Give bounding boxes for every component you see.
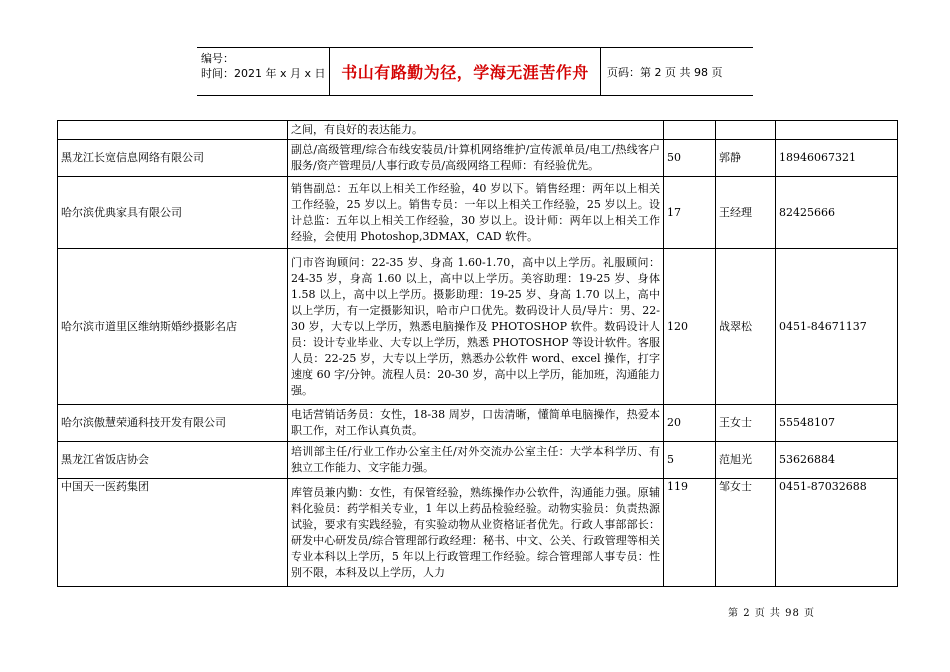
table-row xyxy=(58,249,898,405)
company-cell: 哈尔滨市道里区维纳斯婚纱摄影名店 xyxy=(58,249,288,405)
count-cell: 120 xyxy=(664,249,716,405)
phone-cell: 55548107 xyxy=(776,405,898,442)
count-cell: 17 xyxy=(664,177,716,249)
requirements-cell: 之间，有良好的表达能力。 xyxy=(288,121,664,140)
contact-cell: 王经理 xyxy=(716,177,776,249)
phone-cell: 0451-87032688 xyxy=(776,479,898,587)
company-cell: 黑龙江长宽信息网络有限公司 xyxy=(58,140,288,177)
company-cell: 哈尔滨傲慧荣通科技开发有限公司 xyxy=(58,405,288,442)
table-row xyxy=(58,177,898,249)
motto-title: 书山有路勤为径，学海无涯苦作舟 xyxy=(330,48,601,95)
count-cell: 5 xyxy=(664,442,716,479)
number-label: 编号： xyxy=(201,52,234,65)
requirements-cell: 销售副总：五年以上相关工作经验，40 岁以下。销售经理：两年以上相关工作经验，25 岁以上。销售专员：一年以上相关工作经验，25 岁以上。设计总监：五年以上相关工作经验，30 岁以上。设计师：两年以上相关工作经验，会使用 Photoshop,3DMAX，CAD 软件。 xyxy=(288,177,664,249)
count-cell: 50 xyxy=(664,140,716,177)
company-cell: 黑龙江省饭店协会 xyxy=(58,442,288,479)
table-row xyxy=(58,140,898,177)
phone-cell: 53626884 xyxy=(776,442,898,479)
phone-cell: 18946067321 xyxy=(776,140,898,177)
page-header xyxy=(197,47,753,96)
count-cell xyxy=(664,121,716,140)
table-row xyxy=(58,121,898,140)
requirements-cell: 库管员兼内勤：女性，有保管经验，熟练操作办公软件，沟通能力强。原辅料化验员：药学相关专业，1 年以上药品检验经验。动物实验员：负责热源试验，要求有实践经验，有实验动物从业资格证者优先。行政人事部部长：研发中心研发员/综合管理部行政经理：秘书、中文、公关、行政管理等相关专业本科以上学历，5 年以上行政管理工作经验。综合管理部人事专员：性别不限，本科及以上学历，人力 xyxy=(288,479,664,587)
company-cell xyxy=(58,121,288,140)
header-meta xyxy=(197,48,330,95)
phone-cell: 82425666 xyxy=(776,177,898,249)
header-page-info: 页码：第 2 页 共 98 页 xyxy=(607,65,723,79)
requirements-cell: 电话营销话务员：女性，18-38 周岁，口齿清晰，懂简单电脑操作，热爱本职工作，对工作认真负责。 xyxy=(288,405,664,442)
contact-cell xyxy=(716,121,776,140)
job-listing-table xyxy=(57,120,898,587)
page-footer: 第 2 页 共 98 页 xyxy=(728,608,815,619)
table-row xyxy=(58,405,898,442)
company-cell: 中国天一医药集团 xyxy=(58,479,288,587)
requirements-cell: 培训部主任/行业工作办公室主任/对外交流办公室主任：大学本科学历、有独立工作能力、文字能力强。 xyxy=(288,442,664,479)
requirements-cell: 副总/高级管理/综合布线安装员/计算机网络维护/宣传派单员/电工/热线客户服务/资产管理员/人事行政专员/高级网络工程师：有经验优先。 xyxy=(288,140,664,177)
contact-cell: 战翠松 xyxy=(716,249,776,405)
phone-cell xyxy=(776,121,898,140)
time-text: 时间：2021 年 x 月 x 日 xyxy=(201,67,326,80)
company-cell: 哈尔滨优典家具有限公司 xyxy=(58,177,288,249)
phone-cell: 0451-84671137 xyxy=(776,249,898,405)
requirements-cell: 门市咨询顾问：22-35 岁、身高 1.60-1.70，高中以上学历。礼服顾问：24-35 岁，身高 1.60 以上，高中以上学历。美容助理：19-25 岁、身体 1.58 以上，高中以上学历。摄影助理：19-25 岁、身高 1.70 以上，高中以上学历，有一定摄影知识，哈市户口优先。数码设计人员/导片：男、22-30 岁，大专以上学历，熟悉电脑操作及 PHOTOSHOP 软件。数码设计人员：设计专业毕业、大专以上学历，熟悉 PHOTOSHOP 等设计软件。客服人员：22-25 岁，大专以上学历，熟悉办公软件 word、excel 操作，打字速度 60 字/分钟。流程人员：20-30 岁，高中以上学历，能加班，沟通能力强。 xyxy=(288,249,664,405)
contact-cell: 郭静 xyxy=(716,140,776,177)
table-row xyxy=(58,442,898,479)
table-row xyxy=(58,479,898,587)
count-cell: 119 xyxy=(664,479,716,587)
contact-cell: 王女士 xyxy=(716,405,776,442)
contact-cell: 范旭光 xyxy=(716,442,776,479)
count-cell: 20 xyxy=(664,405,716,442)
contact-cell: 邹女士 xyxy=(716,479,776,587)
